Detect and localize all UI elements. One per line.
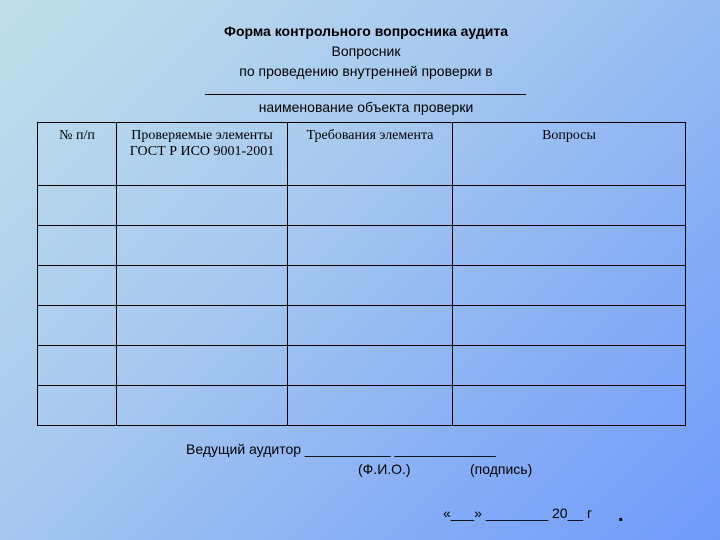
- table-cell[interactable]: [288, 346, 453, 386]
- table-cell[interactable]: [38, 266, 117, 306]
- table-cell[interactable]: [453, 266, 686, 306]
- table-cell[interactable]: [117, 386, 288, 426]
- table-row: [38, 306, 686, 346]
- lead-auditor-line: Ведущий аудитор ___________ _____________: [186, 441, 496, 457]
- signature-caption: (подпись): [470, 461, 533, 477]
- questionnaire-table: [37, 122, 686, 426]
- table-header-row: [38, 123, 686, 186]
- table-cell[interactable]: [117, 186, 288, 226]
- table-cell[interactable]: [453, 306, 686, 346]
- full-name-caption: (Ф.И.О.): [358, 461, 411, 477]
- table-cell[interactable]: [453, 186, 686, 226]
- date-period: .: [618, 504, 624, 526]
- table-cell[interactable]: [453, 386, 686, 426]
- table-row: [38, 386, 686, 426]
- table-cell[interactable]: [288, 226, 453, 266]
- table-cell[interactable]: [117, 226, 288, 266]
- table-cell[interactable]: [453, 346, 686, 386]
- column-header-questions: Вопросы: [453, 123, 686, 186]
- column-header-number: № п/п: [38, 123, 117, 186]
- table-cell[interactable]: [38, 186, 117, 226]
- form-purpose-line: по проведению внутренней проверки в: [239, 63, 493, 79]
- table-row: [38, 346, 686, 386]
- table-cell[interactable]: [453, 226, 686, 266]
- table-cell[interactable]: [38, 346, 117, 386]
- table-cell[interactable]: [38, 386, 117, 426]
- table-cell[interactable]: [117, 306, 288, 346]
- form-title: Форма контрольного вопросника аудита: [224, 23, 508, 39]
- table-cell[interactable]: [288, 266, 453, 306]
- object-name-caption: наименование объекта проверки: [258, 99, 474, 115]
- form-subtitle: Вопросник: [331, 43, 401, 59]
- column-header-elements: Проверяемые элементы ГОСТ Р ИСО 9001-2001: [117, 123, 288, 186]
- date-line: «___» ________ 20__ г: [443, 505, 593, 521]
- table-row: [38, 226, 686, 266]
- object-name-blank-line: [205, 94, 526, 95]
- table-row: [38, 266, 686, 306]
- table-cell[interactable]: [288, 186, 453, 226]
- table-cell[interactable]: [38, 226, 117, 266]
- column-header-requirements: Требования элемента: [288, 123, 453, 186]
- table-row: [38, 186, 686, 226]
- table-cell[interactable]: [117, 346, 288, 386]
- table-cell[interactable]: [117, 266, 288, 306]
- table-cell[interactable]: [288, 306, 453, 346]
- table-cell[interactable]: [38, 306, 117, 346]
- table-cell[interactable]: [288, 386, 453, 426]
